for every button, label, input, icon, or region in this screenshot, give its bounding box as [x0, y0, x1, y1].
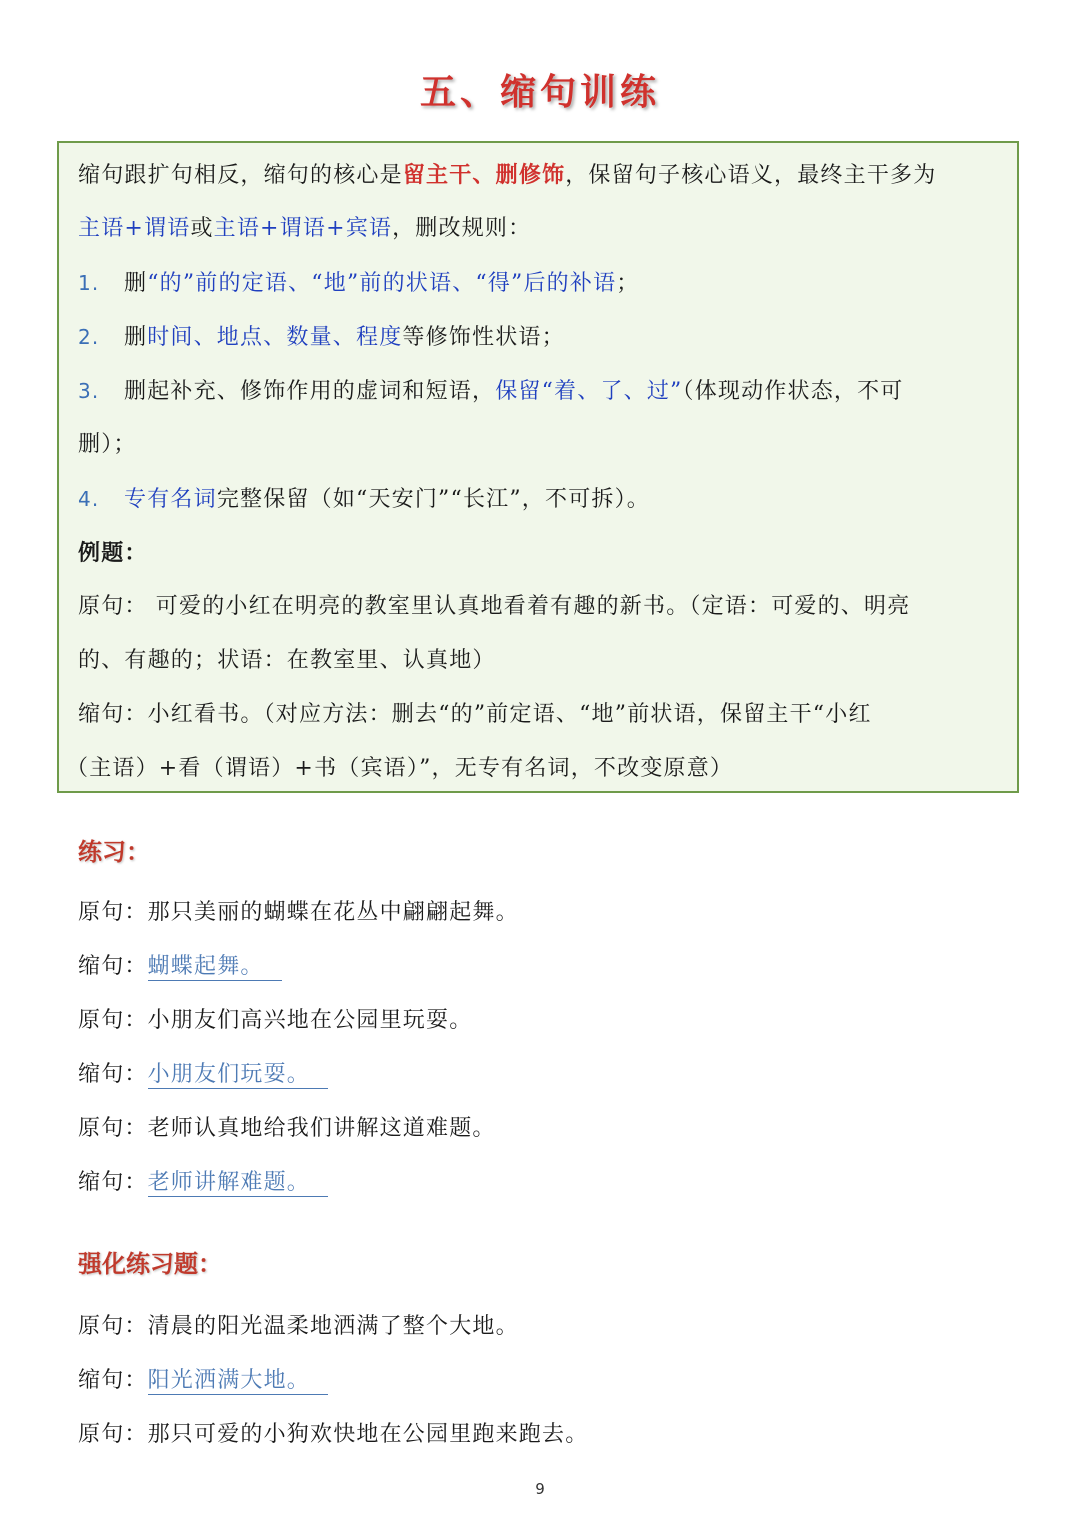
- intro-text: 缩句跟扩句相反，缩句的核心是: [78, 163, 403, 188]
- example-short-line1: 缩句：小红看书。（对应方法：删去“的”前定语、“地”前状语，保留主干“小红: [78, 702, 872, 727]
- example-label: 例题：: [78, 540, 148, 566]
- pattern-1: 主语+谓语: [78, 216, 191, 241]
- rule-highlight: 专有名词: [124, 487, 217, 512]
- rule-text: 完整保留（如“天安门”“长江”，不可拆）。: [216, 487, 651, 512]
- short-label: 缩句：: [78, 954, 148, 979]
- rule-number: 1.: [78, 271, 100, 295]
- page-number: 9: [535, 1480, 545, 1498]
- practice-orig-1: [78, 898, 519, 928]
- rule-number: 2.: [78, 325, 100, 349]
- rules-intro-line1: [78, 160, 936, 191]
- orig-sentence: 那只美丽的蝴蝶在花丛中翩翩起舞。: [147, 900, 519, 925]
- practice-heading: 练习：: [78, 837, 150, 866]
- practice-short-1: [78, 952, 282, 982]
- rule-item-3: [78, 376, 904, 407]
- intro-text-2: ，保留句子核心语义，最终主干多为: [565, 163, 937, 188]
- practice-short-3: [78, 1168, 328, 1198]
- intro-core-highlight: 留主干、删修饰: [402, 162, 566, 188]
- orig-label: 原句：: [78, 1314, 148, 1339]
- rule-highlight: 时间、地点、数量、程度: [147, 325, 403, 350]
- orig-sentence: 清晨的阳光温柔地洒满了整个大地。: [147, 1314, 519, 1339]
- rule-number: 4.: [78, 487, 100, 511]
- rule-text: 删）；: [78, 432, 137, 457]
- rule-text: 删起补充、修饰作用的虚词和短语，: [124, 379, 496, 404]
- practice-orig-2: [78, 1006, 472, 1036]
- rule-item-3-cont: [78, 430, 137, 460]
- or-text: 或: [190, 216, 214, 241]
- rule-text: 删: [124, 271, 148, 296]
- rule-item-4: [78, 484, 650, 515]
- orig-sentence: 老师认真地给我们讲解这道难题。: [147, 1116, 496, 1141]
- rule-text: 删: [124, 325, 148, 350]
- rule-number: 3.: [78, 379, 100, 403]
- short-label: 缩句：: [78, 1062, 148, 1087]
- rules-intro-line2: [78, 214, 531, 244]
- practice-short-2: [78, 1060, 328, 1090]
- orig-sentence: 那只可爱的小狗欢快地在公园里跑来跑去。: [147, 1422, 589, 1447]
- rule-item-2: [78, 322, 565, 353]
- answer-blank: 阳光洒满大地。: [148, 1368, 328, 1395]
- page-title: 五、缩句训练: [419, 71, 660, 113]
- answer-blank: 蝴蝶起舞。: [148, 954, 282, 981]
- intro-text-3: ，删改规则：: [392, 216, 532, 241]
- pattern-2: 主语+谓语+宾语: [213, 216, 393, 241]
- advanced-orig-1: [78, 1312, 519, 1342]
- advanced-orig-2: [78, 1420, 588, 1450]
- example-short-line2: （主语）+看（谓语）+书（宾语）”，无专有名词，不改变原意）: [66, 756, 734, 781]
- answer-blank: 小朋友们玩耍。: [148, 1062, 328, 1089]
- example-orig-line1: 原句： 可爱的小红在明亮的教室里认真地看着有趣的新书。（定语：可爱的、明亮: [78, 594, 911, 619]
- orig-label: 原句：: [78, 1116, 148, 1141]
- advanced-short-1: [78, 1366, 328, 1396]
- rule-text: 等修饰性状语；: [402, 325, 565, 350]
- rule-highlight: “的”前的定语、“地”前的状语、“得”后的补语: [147, 271, 617, 296]
- short-label: 缩句：: [78, 1368, 148, 1393]
- advanced-heading: 强化练习题：: [78, 1249, 222, 1278]
- orig-label: 原句：: [78, 1008, 148, 1033]
- example-orig-line2: 的、有趣的；状语：在教室里、认真地）: [78, 648, 496, 673]
- rule-item-1: [78, 268, 640, 299]
- short-label: 缩句：: [78, 1170, 148, 1195]
- orig-sentence: 小朋友们高兴地在公园里玩耍。: [147, 1008, 473, 1033]
- answer-blank: 老师讲解难题。: [148, 1170, 328, 1197]
- orig-label: 原句：: [78, 1422, 148, 1447]
- rule-text: ；: [616, 271, 640, 296]
- practice-orig-3: [78, 1114, 496, 1144]
- rule-highlight: 保留“着、了、过”: [495, 379, 683, 404]
- orig-label: 原句：: [78, 900, 148, 925]
- rule-text: （体现动作状态，不可: [682, 379, 904, 404]
